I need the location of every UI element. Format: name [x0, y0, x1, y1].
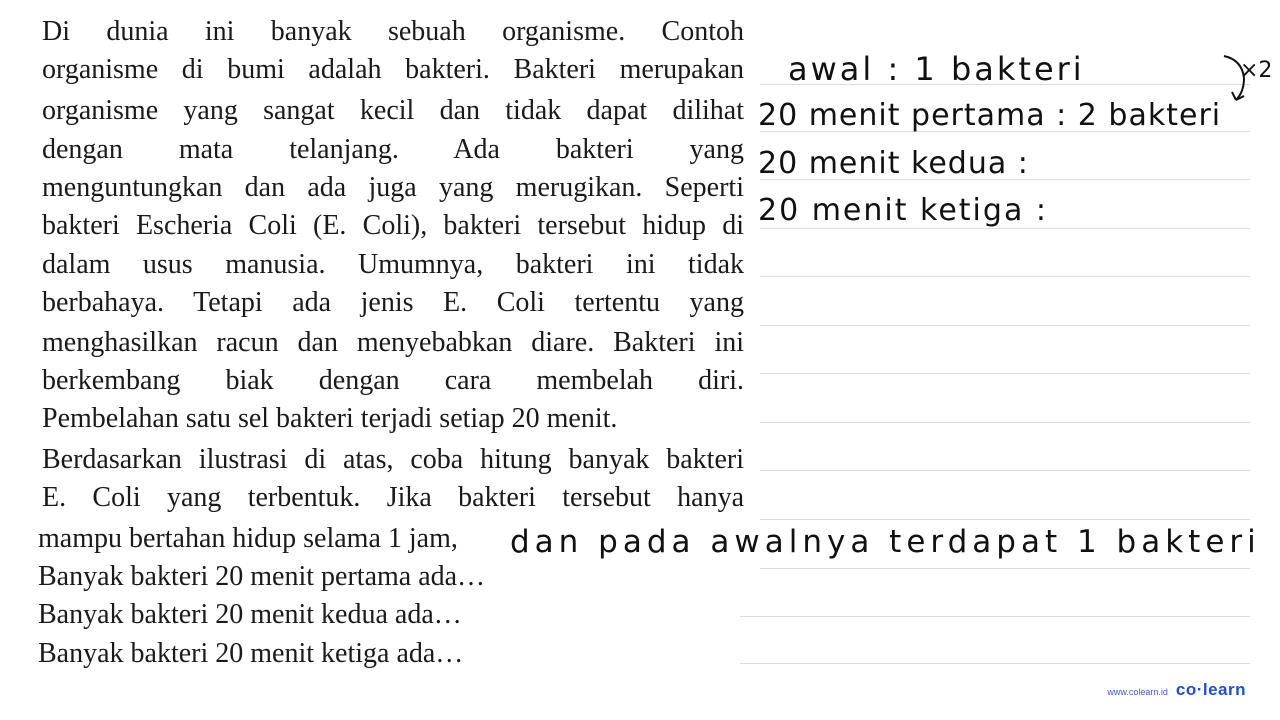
- rule-line: [760, 373, 1250, 374]
- handwritten-inline: dan pada awalnya terdapat 1 bakteri: [510, 524, 1261, 560]
- brand-logo: co·learn: [1175, 680, 1246, 699]
- question-line: dengan mata telanjang. Ada bakteri yang: [42, 134, 744, 165]
- handwritten-pertama: 20 menit pertama : 2 bakteri: [758, 98, 1222, 133]
- handwritten-awal: awal : 1 bakteri: [788, 50, 1085, 88]
- handwritten-ketiga: 20 menit ketiga :: [758, 193, 1048, 228]
- question-line: Berdasarkan ilustrasi di atas, coba hitung banyak bakteri: [42, 444, 744, 475]
- question-line: Pembelahan satu sel bakteri terjadi setiap 20 menit.: [42, 403, 618, 434]
- question-line: mampu bertahan hidup selama 1 jam,: [38, 523, 458, 554]
- handwritten-kedua: 20 menit kedua :: [758, 146, 1029, 181]
- question-line: Di dunia ini banyak sebuah organisme. Contoh: [42, 16, 744, 47]
- question-line: organisme di bumi adalah bakteri. Bakteri merupakan: [42, 54, 744, 85]
- question-line: Banyak bakteri 20 menit kedua ada…: [38, 599, 462, 630]
- question-line: berbahaya. Tetapi ada jenis E. Coli tertentu yang: [42, 287, 744, 318]
- rule-line: [760, 568, 1250, 569]
- rule-line: [760, 422, 1250, 423]
- rule-line: [740, 616, 1250, 617]
- rule-line: [740, 663, 1250, 664]
- question-line: Banyak bakteri 20 menit ketiga ada…: [38, 638, 464, 669]
- rule-line: [760, 276, 1250, 277]
- question-line: organisme yang sangat kecil dan tidak dapat dilihat: [42, 95, 744, 126]
- rule-line: [760, 519, 1250, 520]
- question-line: dalam usus manusia. Umumnya, bakteri ini tidak: [42, 249, 744, 280]
- colearn-brand: [1107, 680, 1246, 700]
- question-line: bakteri Escheria Coli (E. Coli), bakteri tersebut hidup di: [42, 210, 744, 241]
- question-line: E. Coli yang terbentuk. Jika bakteri tersebut hanya: [42, 482, 744, 513]
- question-line: Banyak bakteri 20 menit pertama ada…: [38, 561, 486, 592]
- question-line: menghasilkan racun dan menyebabkan diare. Bakteri ini: [42, 327, 744, 358]
- brand-url: www.colearn.id: [1107, 687, 1168, 697]
- rule-line: [760, 228, 1250, 229]
- handwritten-multiplier: ×2: [1240, 58, 1273, 83]
- rule-line: [760, 325, 1250, 326]
- question-line: berkembang biak dengan cara membelah diri.: [42, 365, 744, 396]
- rule-line: [760, 470, 1250, 471]
- question-line: menguntungkan dan ada juga yang merugikan. Seperti: [42, 172, 744, 203]
